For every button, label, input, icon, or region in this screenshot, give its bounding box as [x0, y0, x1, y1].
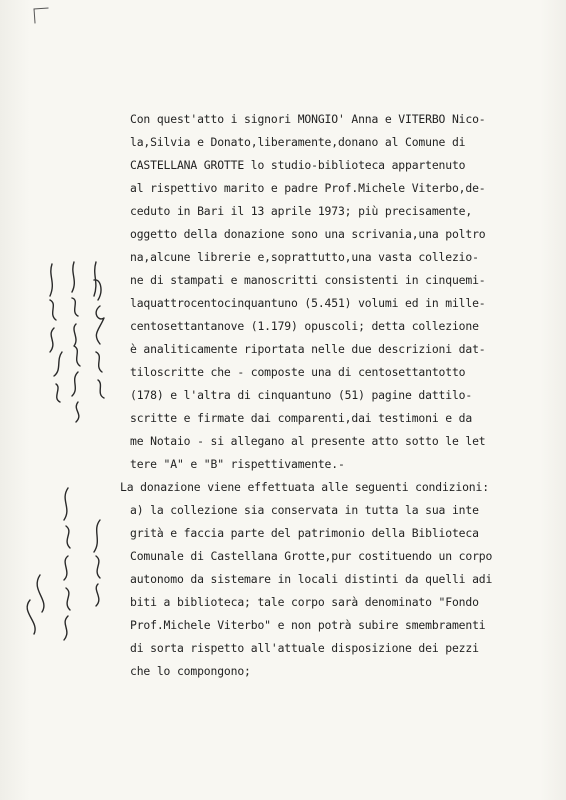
text-line-14: scritte e firmate dai comparenti,dai testimoni e da	[130, 411, 473, 425]
text-line-24: di sorta rispetto all'attuale disposizione dei pezzi	[130, 641, 479, 655]
text-line-6: oggetto della donazione sono una scrivania,una poltro	[130, 227, 486, 241]
text-line-10: centosettantanove (1.179) opuscoli; detta collezione	[130, 319, 479, 333]
text-line-20: Comunale di Castellana Grotte,pur costituendo un corpo	[130, 549, 493, 563]
text-line-21: autonomo da sistemare in locali distinti da quelli adi	[130, 572, 493, 586]
text-line-9: laquattrocentocinquantuno (5.451) volumi ed in mille-	[130, 296, 486, 310]
text-line-13: (178) e l'altra di cinquantuno (51) pagine dattilo-	[130, 388, 473, 402]
text-line-4: al rispettivo marito e padre Prof.Michele Viterbo,de-	[130, 181, 486, 195]
text-line-16: tere "A" e "B" rispettivamente.-	[130, 457, 345, 471]
text-line-17: La donazione viene effettuata alle seguenti condizioni:	[120, 480, 489, 494]
text-line-1: Con quest'atto i signori MONGIO' Anna e VITERBO Nico-	[130, 112, 486, 126]
text-line-11: è analiticamente riportata nelle due descrizioni dat-	[130, 342, 486, 356]
text-line-23: Prof.Michele Viterbo" e non potrà subire smembramenti	[130, 618, 486, 632]
text-line-25: che lo compongono;	[130, 664, 251, 678]
text-line-22: biti a biblioteca; tale corpo sarà denominato "Fondo	[130, 595, 479, 609]
text-line-2: la,Silvia e Donato,liberamente,donano al Comune di	[130, 135, 466, 149]
text-line-5: ceduto in Bari il 13 aprile 1973; più precisamente,	[130, 204, 473, 218]
text-line-18: a) la collezione sia conservata in tutta la sua inte	[130, 503, 479, 517]
text-line-8: ne di stampati e manoscritti consistenti in cinquemi-	[130, 273, 486, 287]
text-line-15: me Notaio - si allegano al presente atto sotto le let	[130, 434, 486, 448]
text-line-3: CASTELLANA GROTTE lo studio-biblioteca appartenuto	[130, 158, 466, 172]
text-line-12: tiloscritte che - composte una di centosettantotto	[130, 365, 466, 379]
text-line-7: na,alcune librerie e,soprattutto,una vasta collezio-	[130, 250, 479, 264]
text-line-19: grità e faccia parte del patrimonio della Biblioteca	[130, 526, 479, 540]
